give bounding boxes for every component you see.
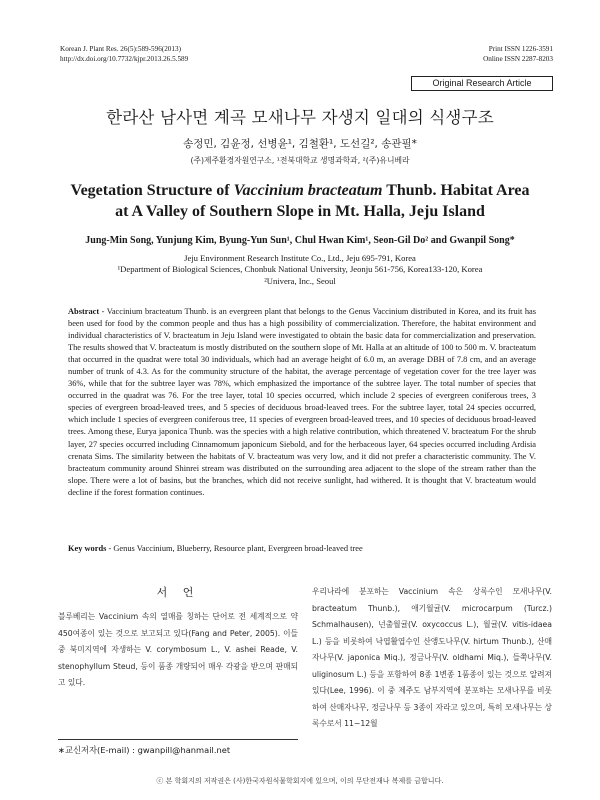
journal-citation: Korean J. Plant Res. 26(5):589-596(2013) xyxy=(60,45,181,53)
korean-authors: 송정민, 김윤정, 선병윤¹, 김철환¹, 도선길², 송관필* xyxy=(183,138,417,150)
abstract-label: Abstract xyxy=(68,307,100,316)
journal-header xyxy=(60,44,188,64)
english-authors: Jung-Min Song, Yunjung Kim, Byung-Yun Sun¹, Chul Hwan Kim¹, Seon-Gil Do² and Gwanpil Song* xyxy=(85,235,515,246)
korean-affiliation: (주)제주환경자원연구소, ¹전북대학교 생명과학과, ²(주)유니베라 xyxy=(190,156,410,165)
english-title-line2: at A Valley of Southern Slope in Mt. Halla, Jeju Island xyxy=(115,203,485,220)
online-issn: Online ISSN 2287-8203 xyxy=(483,55,553,63)
abstract xyxy=(68,306,536,499)
affiliation-1: Jeju Environment Research Institute Co., Ltd., Jeju 695-791, Korea xyxy=(184,253,416,263)
english-title xyxy=(0,180,600,222)
doi-link[interactable]: http://dx.doi.org/10.7732/kjpr.2013.26.5.589 xyxy=(60,55,189,63)
left-column xyxy=(58,584,298,692)
english-affiliations xyxy=(0,253,600,287)
intro-right-text: 우리나라에 분포하는 Vaccinium 속은 상록수인 모새나무(V. bracteatum Thunb.), 애기월귤(V. microcarpum (Turcz.) Schmalhausen), 넌출월귤(V. oxycoccus L.), 월귤(V. vitis-idaea L.) 등을 비롯하여 낙엽활엽수인 산앵도나무(V. hirtum Thunb.), 산매자나무(V. japonica Miq.), 정금나무(V. oldhami Miq.), 들쭉나무(V. uliginosum L.) 등을 포함하여 8종 1변종 1품종이 있는 것으로 알려져 있다(Lee, 1996). 이 중 제주도 남부지역에 분포하는 모새나무를 비롯하여 산매자나무, 정금나무 등 3종이 자라고 있으며, 특히 모새나무는 상록수로서 11∼12월 xyxy=(312,587,552,728)
affiliation-3: ²Univera, Inc., Seoul xyxy=(264,275,336,286)
affiliation-2: ¹Department of Biological Sciences, Chonbuk National University, Jeonju 561-756, Korea133-120, Korea xyxy=(117,264,483,275)
keywords-label: Key words xyxy=(68,544,107,553)
keywords-text: - Genus Vaccinium, Blueberry, Resource plant, Evergreen broad-leaved tree xyxy=(106,544,363,553)
abstract-text: - Vaccinium bracteatum Thunb. is an evergreen plant that belongs to the Genus Vaccinium distributed in Korea, and its fruit has been used for food by the common people and thus has a high possibility of commercialization. Therefore, the habitat environment and individual characteristics of V. bracteatum in Jeju Island were investigated to obtain the basic data for commercialization and preservation. The results showed that V. bracteatum is mostly distributed on the southern slope of Mt. Halla at an altitude of 100 to 500 m. V. bracteatum that occurred in the quadrat were total 30 individuals, which had an average height of 6.0 m, an average DBH of 7.8 cm, and an average number of trunk of 4.3. As for the community structure of the habitat, the average percentage of vegetation cover for the tree layer was 36%, while that for the subtree layer was 78%, which emphasized the importance of the subtree layer. The total number of species that occurred in the quadrat was 76. For the tree layer, total 10 species occurred, which include 2 species of evergreen coniferous trees, 3 species of evergreen broad-leaved trees, and 5 species of deciduous broad-leaved trees. For the subtree layer, total 24 species occurred, which include 1 species of evergreen coniferous tree, 11 species of evergreen broad-leaved trees, and 10 species of deciduous broad-leaved trees. Among these, Eurya japonica Thunb. was the species with a high relative contribution, which threatened V. bracteatum For the shrub layer, 27 species occurred including Cinnamomum japonicum Siebold, and for the herbaceous layer, 64 species occurred including Ardisia crenata Sims. The similarity between the habitats of V. bracteatum was very low, and it did not prefer a characteristic community. The V. bracteatum community around Shinrei stream was distributed on the surrounding area adjacent to the slope of the stream rather than the slope. There were a lot of basins, but the branches, which did not receive sunlight, had withered. It is thought that V. bracteatum would decline if the forest formation continues. xyxy=(68,307,536,497)
issn-block xyxy=(483,44,553,64)
english-title-line1: Vegetation Structure of Vaccinium bracteatum Thunb. Habitat Area xyxy=(70,182,530,199)
section-heading-intro: 서 언 xyxy=(156,586,200,599)
korean-title: 한라산 남사면 계곡 모새나무 자생지 일대의 식생구조 xyxy=(106,108,494,127)
print-issn: Print ISSN 1226-3591 xyxy=(488,45,553,53)
right-column xyxy=(312,584,552,733)
footnote-divider xyxy=(58,739,298,740)
corresponding-author-footnote: ∗교신저자(E-mail) : gwanpill@hanmail.net xyxy=(58,745,231,755)
intro-left-text: 블루베리는 Vaccinium 속의 열매를 칭하는 단어로 전 세계적으로 약 450여종이 있는 것으로 보고되고 있다(Fang and Peter, 2005). 이들 중 북미지역에 자생하는 V. corymbosum L., V. ashei Reade, V. stenophyllum Steud, 등이 품종 개량되어 매우 각광을 받으며 판매되고 있다. xyxy=(58,612,298,687)
article-type-badge: Original Research Article xyxy=(411,76,553,91)
keywords xyxy=(68,544,536,553)
copyright-notice: ⓒ 본 학회지의 저작권은 (사)한국자원식물학회지에 있으며, 이의 무단전재나 복제를 금합니다. xyxy=(156,777,444,785)
